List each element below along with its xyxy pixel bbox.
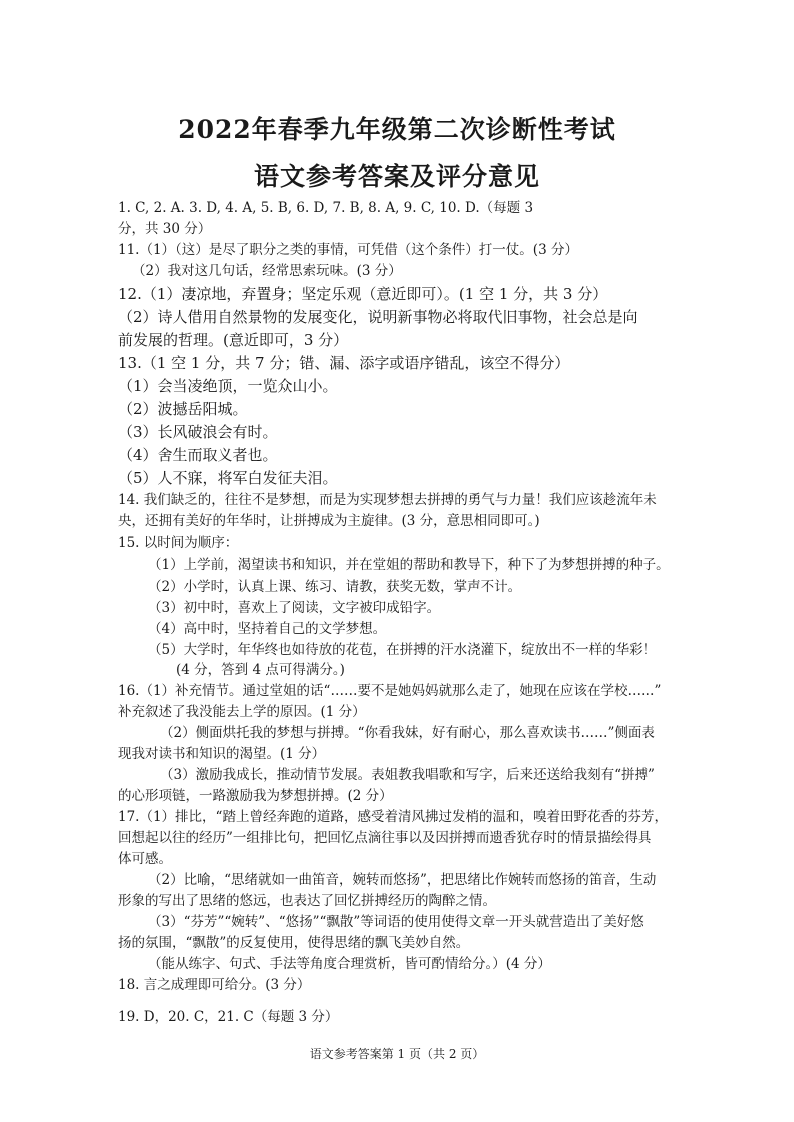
answer-line-12-1: 12.（1）凄凉地，弃置身；坚定乐观（意近即可）。(1 空 1 分，共 3 分） [118,285,608,303]
answer-line-17-score: （能从练字、句式、手法等角度合理赏析，皆可酌情给分。）(4 分） [148,956,551,972]
answer-line-16-3: （3）激励我成长，推动情节发展。表姐教我唱歌和写字，后来还送给我刻有“拼搏” [160,767,655,783]
answer-line-17-1-end: 体可感。 [118,851,172,867]
answer-line-16-2: （2）侧面烘托我的梦想与拼搏。“你看我妹，好有耐心，那么喜欢读书……”侧面表 [160,725,655,741]
answer-line-15-score: (4 分，答到 4 点可得满分。) [176,662,345,678]
answer-line-13-3: （3）长风破浪会有时。 [118,423,278,441]
answer-line-17-3: （3）“芬芳”“婉转”、“悠扬”“飘散”等词语的使用使得文章一开头就营造出了美好悠 [148,914,644,930]
answer-line-19-21: 19. D，20. C，21. C（每题 3 分） [118,1009,339,1025]
exam-title: 2022年春季九年级第二次诊断性考试 [178,115,616,144]
answer-line-15-2: （2）小学时，认真上课、练习、请教，获奖无数，掌声不计。 [148,579,522,595]
exam-subtitle: 语文参考答案及评分意见 [253,162,540,191]
answer-line-mc-score: 分，共 30 分） [118,221,212,237]
answer-line-13-5: （5）人不寐，将军白发征夫泪。 [118,469,338,487]
answer-line-17-1-cont: 回想起以往的经历”一组排比句，把回忆点滴往事以及因拼搏而遗香犹存时的情景描绘得具 [118,830,652,846]
answer-line-15-3: （3）初中时，喜欢上了阅读，文字被印成铅字。 [148,600,441,616]
answer-line-16-3-cont: 的心形项链，一路激励我为梦想拼搏。(2 分） [118,788,393,804]
answer-line-15: 15. 以时间为顺序： [118,535,239,551]
page-footer: 语文参考答案第 1 页（共 2 页） [309,1047,485,1061]
answer-line-17-1: 17.（1）排比，“踏上曾经奔跑的道路，感受着清风拂过发梢的温和，嗅着田野花香的芬芳， [118,809,668,825]
answer-line-15-4: （4）高中时，坚持着自己的文学梦想。 [148,621,387,637]
answer-line-16-1: 16.（1）补充情节。通过堂姐的话“……要不是她妈妈就那么走了，她现在应该在学校……” [118,683,662,699]
answer-line-16-1-cont: 补充叙述了我没能去上学的原因。(1 分） [118,704,366,720]
answer-line-14: 14. 我们缺乏的，往往不是梦想，而是为实现梦想去拼搏的勇气与力量！我们应该趁流年未 [118,492,657,508]
answer-line-13-2: （2）波撼岳阳城。 [118,400,248,418]
answer-line-13-1: （1）会当凌绝顶，一览众山小。 [118,377,338,395]
answer-line-11-2: （2）我对这几句话，经常思索玩味。(3 分） [132,263,402,279]
answer-line-12-2-cont: 前发展的哲理。(意近即可，3 分） [118,331,349,349]
answer-line-17-2-cont: 形象的写出了思绪的悠远，也表达了回忆拼搏经历的陶醉之情。 [118,893,496,909]
answer-line-13: 13.（1 空 1 分，共 7 分；错、漏、添字或语序错乱，该空不得分） [118,354,570,372]
answer-line-mc: 1. C, 2. A. 3. D, 4. A, 5. B, 6. D, 7. B, 8. A, 9. C, 10. D.（每题 3 [118,200,534,216]
answer-line-18: 18. 言之成理即可给分。(3 分） [118,977,311,993]
answer-line-15-1: （1）上学前，渴望读书和知识，并在堂姐的帮助和教导下，种下了为梦想拼搏的种子。 [148,557,670,573]
answer-line-17-3-cont: 扬的氛围，“飘散”的反复使用，使得思绪的飘飞美妙自然。 [118,935,470,951]
answer-line-15-5: （5）大学时，年华终也如待放的花苞，在拼搏的汗水浇灌下，绽放出不一样的华彩！ [148,642,657,658]
answer-line-17-2: （2）比喻，“思绪就如一曲笛音，婉转而悠扬”，把思绪比作婉转而悠扬的笛音，生动 [148,872,657,888]
answer-line-16-2-cont: 现我对读书和知识的渴望。(1 分） [118,746,326,762]
answer-line-12-2: （2）诗人借用自然景物的发展变化，说明新事物必将取代旧事物，社会总是向 [118,308,638,326]
answer-line-13-4: （4）舍生而取义者也。 [118,446,278,464]
answer-line-11-1: 11.（1）（这）是尽了职分之类的事情，可凭借（这个条件）打一仗。(3 分） [118,242,578,258]
answer-line-14-cont: 央，还拥有美好的年华时，让拼搏成为主旋律。(3 分，意思相同即可。) [118,513,540,529]
